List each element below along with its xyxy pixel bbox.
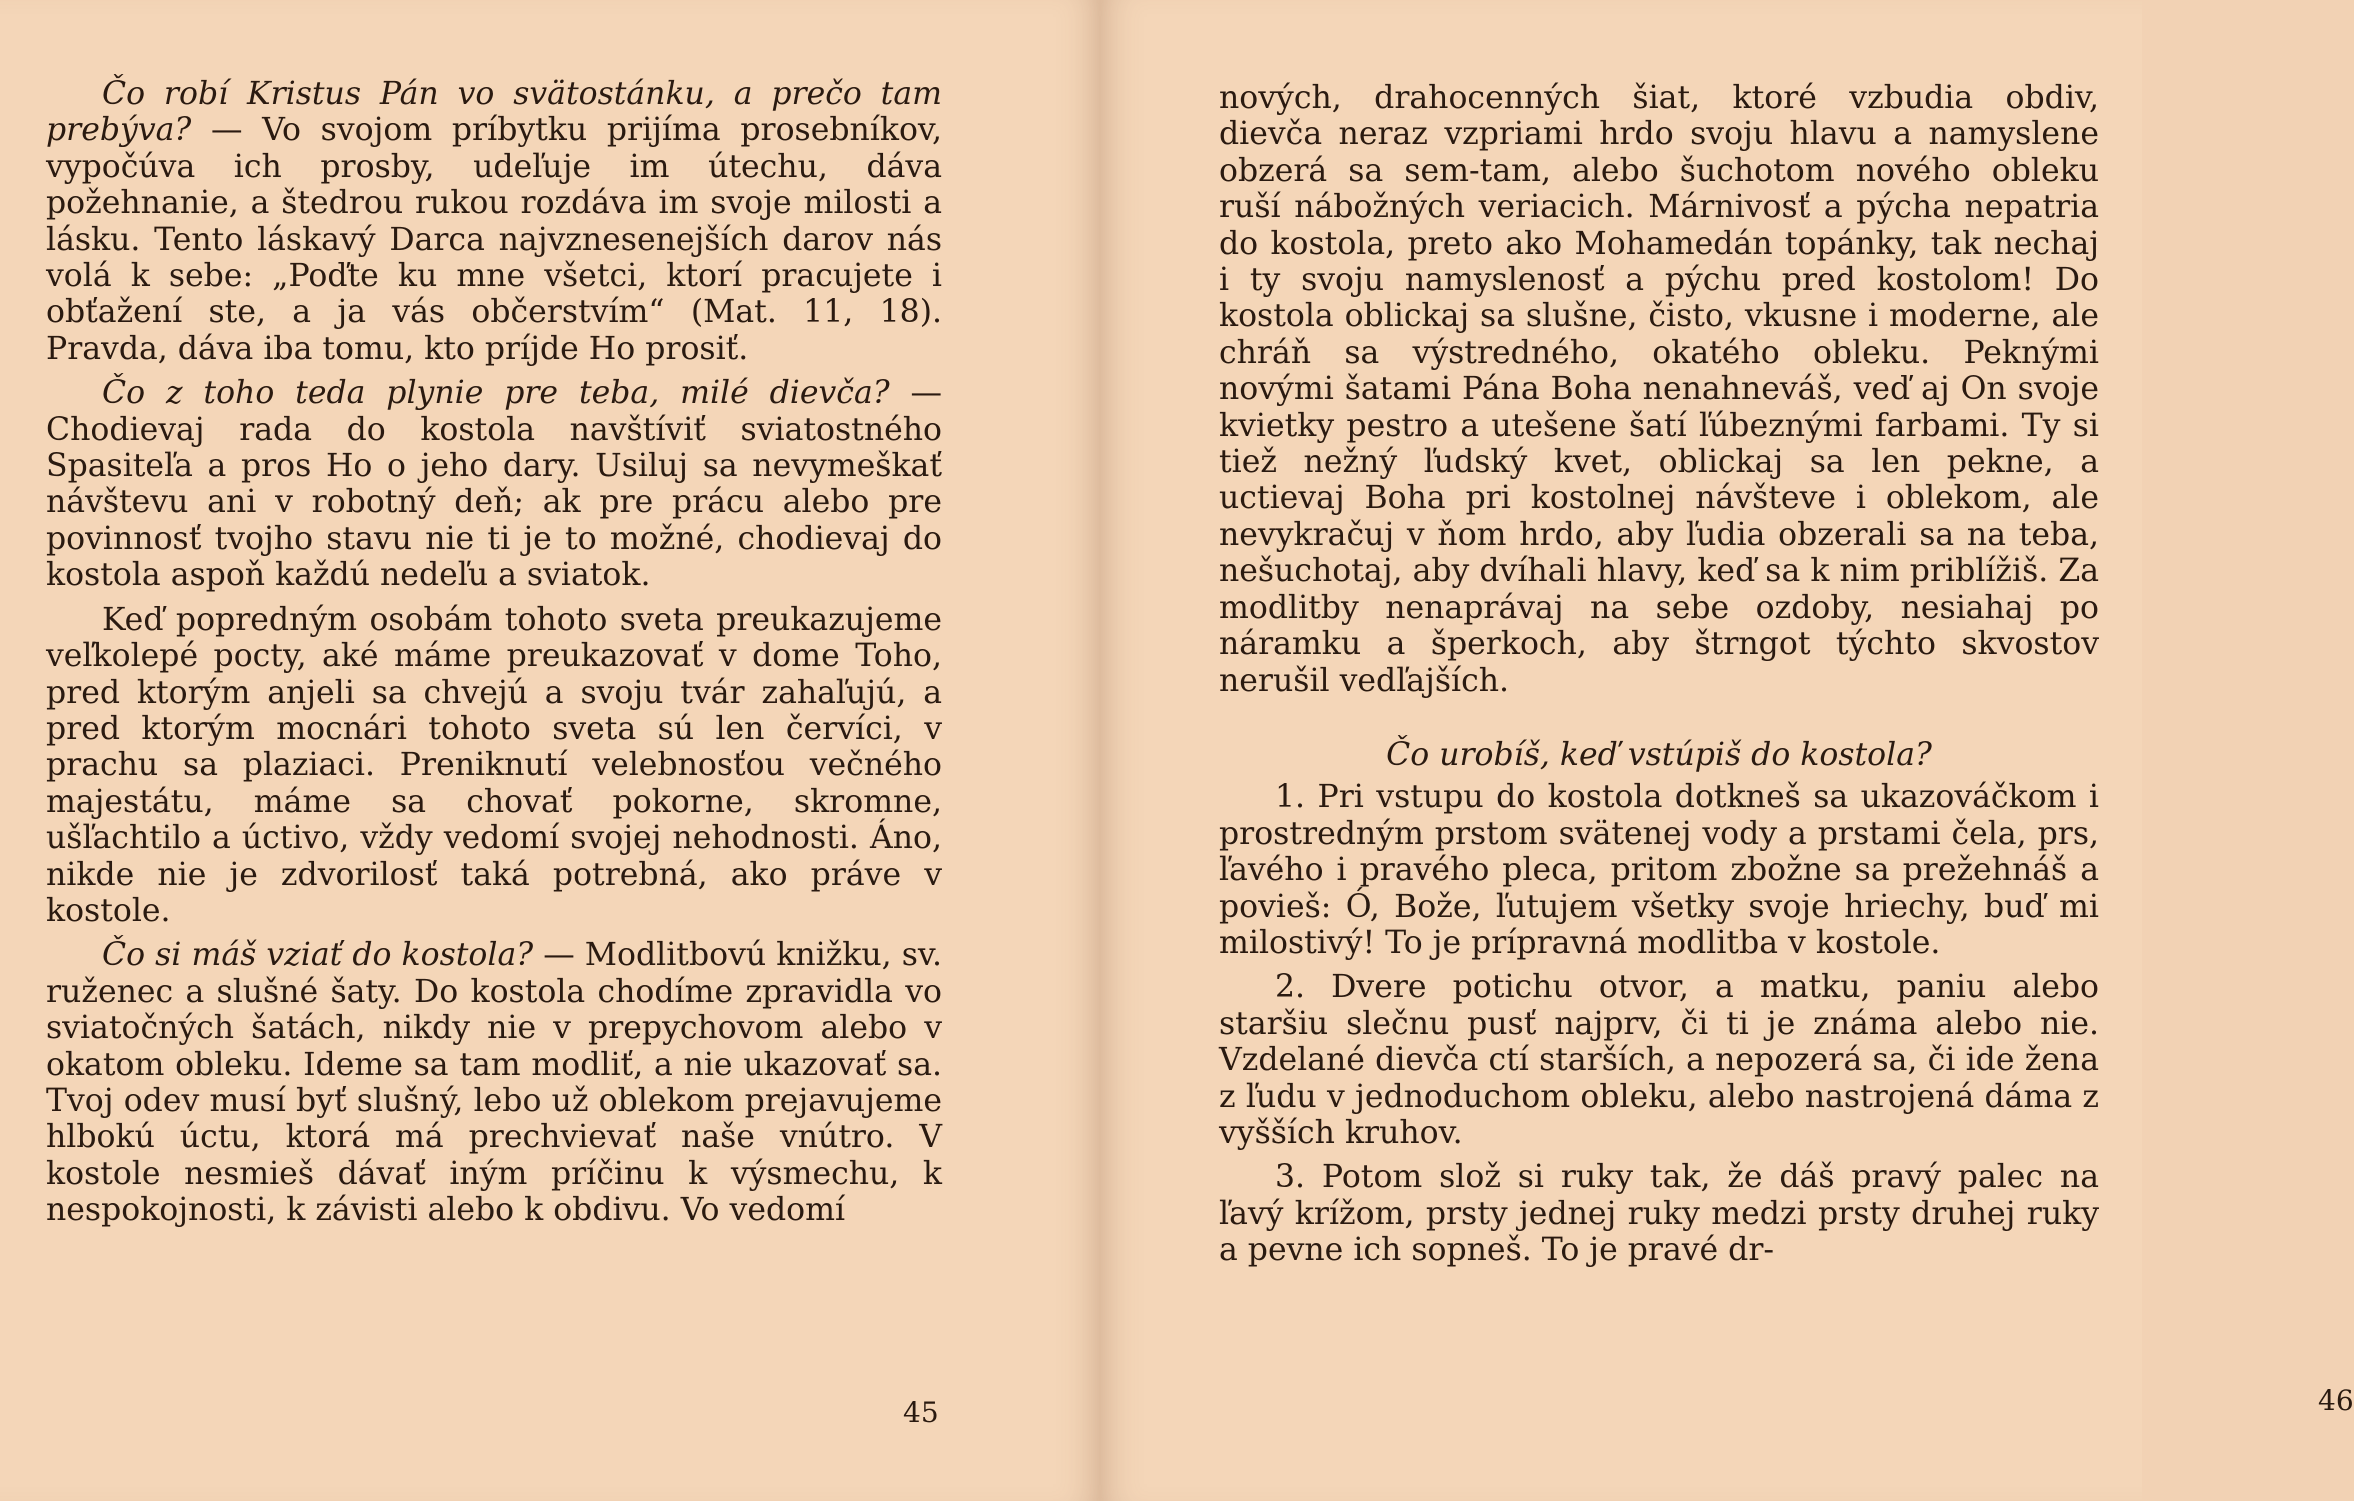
paragraph-body: — Modlitbovú knižku, sv. ruženec a slušné šaty. Do kostola chodíme zpravidla vo sviatočných šatách, nikdy nie v prepychovom alebo v okatom obleku. Ideme sa tam modliť, a nie ukazovať sa. Tvoj odev musí byť slušný, lebo už oblekom prejavujeme hlbokú úctu, ktorá má prechvievať naše vnútro. V kostole nesmieš dávať iným príčinu k výsmechu, k nespokojnosti, k závisti alebo k obdivu. Vo vedomí [46,937,942,1229]
paragraph [46,602,942,930]
page-number-right: 46 [2318,1384,2354,1417]
numbered-item: 2. Dvere potichu otvor, a matku, paniu alebo staršiu slečnu pusť najprv, či ti je známa alebo nie. Vzdelané dievča ctí starších, a nepozerá sa, či ide žena z ľudu v jednoduchom obleku, alebo nastrojená dáma z vyšších kruhov. [1219,969,2099,1151]
numbered-item: 1. Pri vstupu do kostola dotkneš sa ukazováčkom i prostredným prstom svätenej vody a prstami čela, prs, ľavého i pravého pleca, pritom zbožne sa prežehnáš a povieš: Ó, Bože, ľutujem všetky svoje hriechy, buď mi milostivý! To je prípravná modlitba v kostole. [1219,779,2099,961]
paragraph-body: Keď popredným osobám tohoto sveta preukazujeme veľkolepé pocty, aké máme preukazovať v dome Toho, pred ktorým anjeli sa chvejú a svoju tvár zahaľujú, a pred ktorým mocnári tohoto sveta sú len červíci, v prachu sa plaziaci. Preniknutí velebnosťou večného majestátu, máme sa chovať pokorne, skromne, ušľachtilo a úctivo, vždy vedomí svojej nehodnosti. Áno, nikde nie je zdvorilosť taká potrebná, ako práve v kostole. [46,601,942,929]
question-lead: Čo si máš vziať do kostola? [102,937,534,974]
question-lead: Čo robí Kristus Pán vo svätostánku, a prečo tam prebýva? [46,76,942,149]
paragraph [46,937,942,1228]
paragraph [46,375,942,593]
left-page [0,0,1100,1501]
section-heading: Čo urobíš, keď vstúpiš do kostola? [1386,736,1932,773]
question-lead: Čo z toho teda plynie pre teba, milé dievča? [102,375,890,412]
paragraph-body: — Vo svojom príbytku prijíma prosebníkov, vypočúva ich prosby, udeľuje im útechu, dáva požehnanie, a štedrou rukou rozdáva im svoje milosti a lásku. Tento láskavý Darca najvznesenejších darov nás volá k sebe: „Poďte ku mne všetci, ktorí pracujete i obťažení ste, a ja vás občerstvím“ (Mat. 11, 18). Pravda, dáva iba tomu, kto príjde Ho prosiť. [46,112,942,367]
right-page [1100,0,2354,1501]
paragraph-body: — Chodievaj rada do kostola navštíviť sviatostného Spasiteľa a pros Ho o jeho dary. Usiluj sa nevymeškať návštevu ani v robotný deň; ak pre prácu alebo pre povinnosť tvojho stavu nie ti je to možné, chodievaj do kostola aspoň každú nedeľu a sviatok. [46,375,942,594]
page-number-left: 45 [903,1396,939,1429]
left-page-text [46,76,942,1237]
continuation-paragraph: nových, drahocenných šiat, ktoré vzbudia obdiv, dievča neraz vzpriami hrdo svoju hlavu a namyslene obzerá sa sem-tam, alebo šuchotom nového obleku ruší nábožných veriacich. Márnivosť a pýcha nepatria do kostola, preto ako Mohamedán topánky, tak nechaj i ty svoju namyslenosť a pýchu pred kostolom! Do kostola oblickaj sa slušne, čisto, vkusne i moderne, ale chráň sa výstredného, okatého obleku. Peknými novými šatami Pána Boha nenahneváš, veď aj On svoje kvietky pestro a utešene šatí ľúbeznými farbami. Ty si tiež nežný ľudský kvet, oblickaj sa len pekne, a uctievaj Boha pri kostolnej návšteve i oblekom, ale nevykračuj v ňom hrdo, aby ľudia obzerali sa na teba, nešuchotaj, aby dvíhali hlavy, keď sa k nim priblížiš. Za modlitby nenaprávaj na sebe ozdoby, nesiahaj po náramku a šperkoch, aby štrngot týchto skvostov nerušil vedľajších. [1219,80,2099,699]
right-page-text [1219,80,2099,1277]
paragraph [46,76,942,367]
numbered-item: 3. Potom slož si ruky tak, že dáš pravý palec na ľavý krížom, prsty jednej ruky medzi prsty druhej ruky a pevne ich sopneš. To je pravé dr- [1219,1159,2099,1269]
